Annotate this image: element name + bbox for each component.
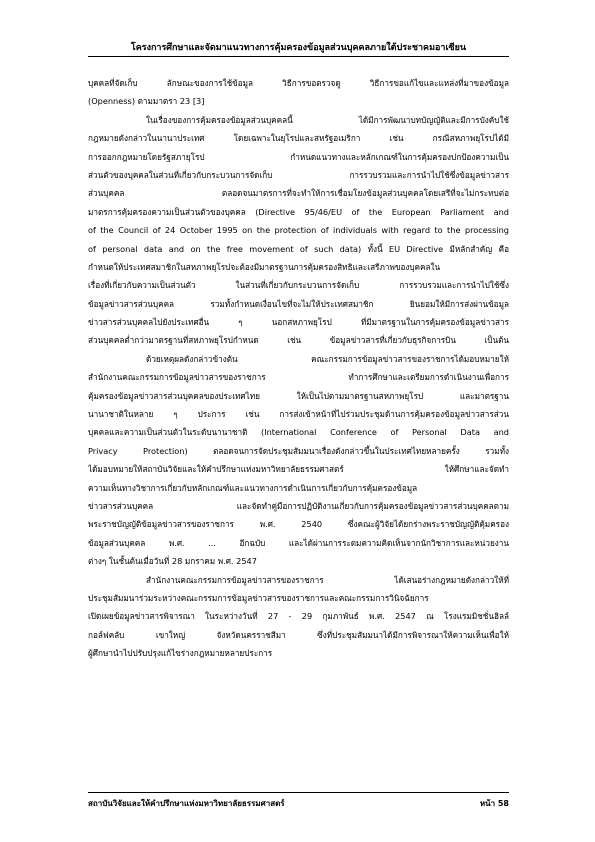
- text-line: เปิดเผยข้อมูลข่าวสารพิจารณา ในระหว่างวันที่ 27 - 29 กุมภาพันธ์ พ.ศ. 2547 ณ โรงแรมมิชชั่นฮิลล์: [88, 611, 509, 622]
- footer-institution: สถาบันวิจัยและให้คำปรึกษาแห่งมหาวิทยาลัยธรรมศาสตร์: [88, 799, 285, 808]
- header-rule: [88, 56, 509, 57]
- text-line: เรื่องที่เกี่ยวกับความเป็นส่วนตัว ในส่วนที่เกี่ยวกับกระบวนการจัดเก็บ การรวบรวมและการนำไปใช้ซึ่ง: [88, 280, 509, 291]
- text-line: ประชุมสัมมนาร่วมระหว่างคณะกรรมการข้อมูลข่าวสารของราชการและคณะกรรมการวินิจฉัยการ: [88, 592, 429, 603]
- text-line: ข่าวสารส่วนบุคคลไปยังประเทศอื่น ๆ นอกสหภาพยุโรป ที่มีมาตรฐานในการคุ้มครองข้อมูลข่าวสาร: [88, 317, 509, 328]
- running-footer: [88, 797, 509, 810]
- text-line: of personal data and on the free movement of such data) ทั้งนี้ EU Directive มีหลักสำคัญ คือ: [88, 243, 509, 254]
- text-line: ในเรื่องของการคุ้มครองข้อมูลส่วนบุคคลนี้ ได้มีการพัฒนาบทบัญญัติและมีการบังคับใช้: [146, 114, 509, 125]
- text-line: นานาชาติในหลาย ๆ ประการ เช่น การส่งเข้าหน้าที่ไปร่วมประชุมด้านการคุ้มครองข้อมูลข่าวสารส่วน: [88, 409, 509, 420]
- text-line: คุ้มครองข้อมูลข่าวสารส่วนบุคคลของประเทศไทย ให้เป็นไปตามมาตรฐานสหภาพยุโรป และมาตรฐาน: [88, 390, 509, 401]
- text-line: บุคคลและความเป็นส่วนตัวในระดับนานาชาติ (International Conference of Personal Data and: [88, 427, 509, 438]
- text-line: กำหนดให้ประเทศสมาชิกในสหภาพยุโรปจะต้องมีมาตรฐานการคุ้มครองสิทธิและเสรีภาพของบุคคลใน: [88, 261, 441, 272]
- text-line: ความเห็นทางวิชาการเกี่ยวกับหลักเกณฑ์และแนวทางการดำเนินการเกี่ยวกับการคุ้มครองข้อมูล: [88, 482, 418, 493]
- text-line: ข้อมูลส่วนบุคคล พ.ศ. ... อีกฉบับ และได้ผ่านการระดมความคิดเห็นจากนักวิชาการและหน่วยงาน: [88, 537, 509, 548]
- text-line: ได้มอบหมายให้สถาบันวิจัยและให้คำปรึกษาแห่งมหาวิทยาลัยธรรมศาสตร์ ให้ศึกษาและจัดทำ: [88, 464, 509, 475]
- text-line: ส่วนบุคคลต่ำกว่ามาตรฐานที่สหภาพยุโรปกำหนด เช่น ข้อมูลข่าวสารที่เกี่ยวกับธุรกิจการบิน เป็นต้น: [88, 335, 509, 346]
- text-line: ส่วนตัวของบุคคลในส่วนที่เกี่ยวกับกระบวนการจัดเก็บ การรวบรวมและการนำไปใช้ซึ่งข้อมูลข่าวสาร: [88, 169, 509, 180]
- text-line: กฎหมายดังกล่าวในนานาประเทศ โดยเฉพาะในยุโรปและสหรัฐอเมริกา เช่น กรณีสหภาพยุโรปได้มี: [88, 133, 509, 144]
- text-line: ด้วยเหตุผลดังกล่าวข้างต้น คณะกรรมการข้อมูลข่าวสารของราชการได้มอบหมายให้: [146, 353, 509, 364]
- text-line: Privacy Protection) ตลอดจนการจัดประชุมสัมมนาเรื่องดังกล่าวขึ้นในประเทศไทยหลายครั้ง รวมทั้ง: [88, 445, 509, 456]
- text-line: บุคคลที่จัดเก็บ ลักษณะของการใช้ข้อมูล วิธีการขอตรวจดู วิธีการขอแก้ไขและแหล่งที่มาของข้อมูล: [88, 78, 509, 88]
- running-header: โครงการศึกษาและจัดมาแนวทางการคุ้มครองข้อมูลส่วนบุคคลภายใต้ประชาคมอาเซียน: [130, 43, 467, 53]
- text-line: กอล์ฟคลับ เขาใหญ่ จังหวัดนครราชสีมา ซึ่งที่ประชุมสัมมนาได้มีการพิจารณาให้ความเห็นเพื่อให้: [88, 629, 509, 640]
- text-line: ผู้ศึกษานำไปปรับปรุงแก้ไขร่างกฎหมายหลายประการ: [88, 648, 273, 659]
- text-line: พระราชบัญญัติข้อมูลข่าวสารของราชการ พ.ศ. 2540 ซึ่งคณะผู้วิจัยได้ยกร่างพระราชบัญญัติคุ้มครอง: [88, 519, 509, 530]
- text-line: ต่างๆ ในชั้นต้นเมื่อวันที่ 28 มกราคม พ.ศ. 2547: [88, 556, 257, 567]
- text-line: of the Council of 24 October 1995 on the protection of individuals with regard to the processing: [88, 225, 509, 236]
- body-text: [88, 74, 509, 663]
- text-line: การออกกฎหมายโดยรัฐสภายุโรป กำหนดแนวทางและหลักเกณฑ์ในการคุ้มครองปกป้องความเป็น: [88, 151, 509, 162]
- text-line: สำนักงานคณะกรรมการข้อมูลข่าวสารของราชการ ทำการศึกษาและเตรียมการดำเนินงานเพื่อการ: [88, 372, 509, 383]
- text-line: ข้อมูลข่าวสารส่วนบุคคล รวมทั้งกำหนดเงื่อนไขที่จะไม่ให้ประเทศสมาชิก ยินยอมให้มีการส่งผ่านข้อมูล: [88, 298, 509, 309]
- text-line: มาตรการคุ้มครองความเป็นส่วนตัวของบุคคล (Directive 95/46/EU of the European Parliament and: [88, 206, 509, 217]
- text-line: ส่วนบุคคล ตลอดจนมาตรการที่จะทำให้การเชื่อมโยงข้อมูลส่วนบุคคลโดยเสรีที่จะไม่กระทบต่อ: [88, 188, 509, 199]
- page-number: หน้า 58: [479, 799, 509, 808]
- text-line: สำนักงานคณะกรรมการข้อมูลข่าวสารของราชการ ได้เสนอร่างกฎหมายดังกล่าวให้ที่: [146, 574, 509, 585]
- footer-rule: [88, 792, 509, 793]
- text-line: (Openness) ตามมาตรา 23 [3]: [88, 96, 205, 107]
- text-line: ข่าวสารส่วนบุคคล และจัดทำคู่มือการปฏิบัติงานเกี่ยวกับการคุ้มครองข้อมูลข่าวสารส่วนบุคคลตาม: [88, 500, 509, 511]
